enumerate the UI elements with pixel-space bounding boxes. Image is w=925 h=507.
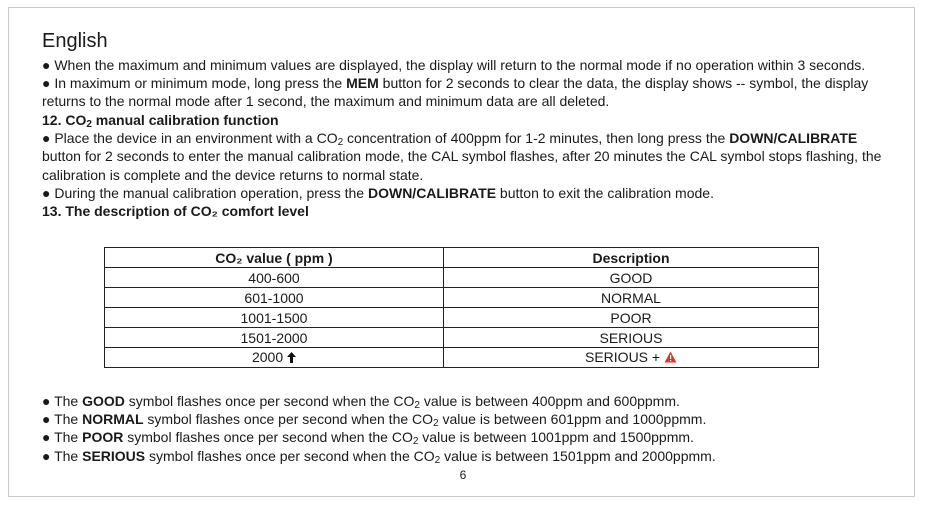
mem-button-label: MEM: [346, 75, 379, 92]
bullet-subscript: 2: [433, 418, 439, 430]
down-calibrate-label: DOWN/CALIBRATE: [729, 130, 858, 147]
bullet-text: symbol flashes once per second when the CO: [145, 447, 435, 464]
bullet-subscript: 2: [434, 454, 441, 466]
cell-value: 1501-2000: [105, 328, 444, 348]
para4-text-c: button to exit the calibration mode.: [496, 184, 714, 201]
bullet-subscript: 2: [414, 400, 420, 411]
table-row: [105, 308, 819, 328]
page-content: [42, 29, 884, 220]
bullet-bold: POOR: [82, 429, 124, 446]
header-description: Description: [444, 248, 819, 268]
para3-subscript: 2: [337, 137, 344, 149]
table-row: [105, 268, 819, 288]
para4-text-a: ● During the manual calibration operation, press the: [42, 184, 368, 201]
cell-description: POOR: [444, 308, 819, 328]
paragraph-clear-data: [42, 74, 884, 110]
cell-value: 601-1000: [105, 288, 444, 308]
table-header-row: [105, 248, 819, 268]
bullet-bold: NORMAL: [82, 411, 144, 428]
page-number: 6: [459, 468, 467, 482]
bullet-text: ● The: [42, 393, 83, 409]
cell-value: 400-600: [105, 268, 444, 288]
bullet-text: value is between 400ppm and 600ppmm.: [419, 393, 680, 409]
para3-text-a: ● Place the device in an environment with a CO: [42, 130, 338, 147]
bullet-bold: GOOD: [82, 393, 125, 409]
header-co2-value: CO₂ value ( ppm ): [105, 248, 444, 268]
heading12-text-a: 12. CO: [42, 111, 87, 128]
bullet-text: ● The: [42, 429, 83, 446]
heading-section-13: 13. The description of CO₂ comfort level: [42, 202, 309, 219]
table-row: [105, 288, 819, 308]
para3-text-b: concentration of 400ppm for 1-2 minutes, then long press the: [343, 130, 730, 147]
heading12-text-b: manual calibration function: [91, 111, 279, 128]
bullet-serious: [42, 447, 884, 465]
paragraph-calibration-steps: [42, 129, 884, 184]
down-calibrate-label-2: DOWN/CALIBRATE: [367, 184, 497, 201]
cell-description: SERIOUS: [444, 328, 819, 348]
warning-triangle-icon: [664, 349, 677, 367]
paragraph-exit-calibration: [42, 184, 884, 202]
para2-text-a: ● In maximum or minimum mode, long press the: [42, 75, 347, 92]
bullet-text: ● The: [42, 411, 83, 428]
para3-text-d: button for 2 seconds to enter the manual calibration mode, the CAL symbol flashes, after 20 minutes the CAL symbol stops flashing, the calibration is complete and the device returns to normal state.: [42, 148, 882, 183]
heading12-subscript: 2: [86, 118, 92, 130]
cell-description: NORMAL: [444, 288, 819, 308]
comfort-level-table: [104, 247, 819, 368]
bullet-bold: SERIOUS: [82, 447, 146, 464]
table-row: [105, 348, 819, 368]
bullet-text: symbol flashes once per second when the CO: [123, 429, 413, 446]
bullet-text: symbol flashes once per second when the CO: [143, 411, 434, 428]
comfort-bullets: [42, 392, 884, 465]
bullet-normal: [42, 410, 884, 428]
bullet-text: ● The: [42, 447, 83, 464]
bullet-poor: [42, 428, 884, 446]
manual-page: [8, 7, 915, 497]
cell-value: 2000: [251, 349, 284, 365]
bullet-text: value is between 1501ppm and 2000ppmm.: [440, 447, 716, 464]
cell-value: 1001-1500: [105, 308, 444, 328]
cell-description-with-warning: [444, 348, 819, 368]
cell-description: SERIOUS +: [585, 349, 661, 365]
table-row: [105, 328, 819, 348]
bullet-text: value is between 601ppm and 1000ppmm.: [438, 411, 707, 428]
up-arrow-icon: [287, 351, 296, 365]
bullet-subscript: 2: [412, 436, 419, 448]
heading-section-12: [42, 111, 884, 130]
bullet-good: [42, 392, 884, 410]
cell-value-with-arrow: [105, 348, 444, 368]
para2-text-c: button for 2 seconds to clear the data, the display shows -- symbol, the display returns to the normal mode after 1 second, the maximum and minimum data are all deleted.: [42, 75, 869, 110]
language-label: English: [42, 30, 108, 52]
bullet-text: value is between 1001ppm and 1500ppmm.: [418, 429, 694, 446]
para1-text: ● When the maximum and minimum values are displayed, the display will return to the normal mode if no operation within 3 seconds.: [42, 57, 866, 73]
bullet-text: symbol flashes once per second when the CO: [124, 393, 415, 409]
cell-description: GOOD: [444, 268, 819, 288]
paragraph-max-min-display: [42, 56, 884, 74]
